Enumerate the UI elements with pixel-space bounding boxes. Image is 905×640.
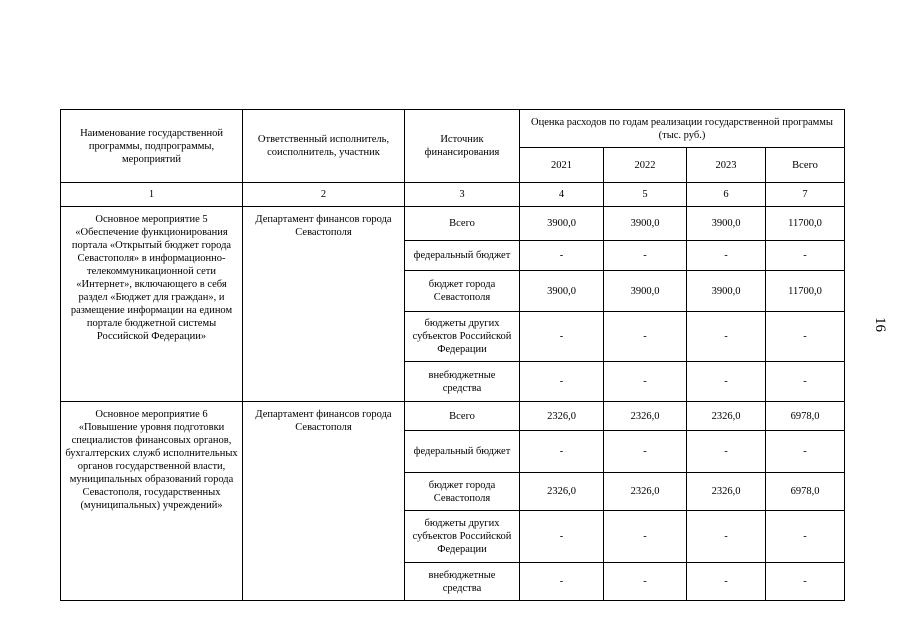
header-row	[61, 110, 845, 148]
responsible: Департамент финансов города Севастополя	[243, 402, 405, 601]
value-total: -	[766, 362, 845, 402]
column-number: 4	[520, 183, 604, 207]
value-2021: 2326,0	[520, 473, 604, 511]
value-2023: -	[687, 563, 766, 601]
value-2023: 3900,0	[687, 271, 766, 312]
column-number: 1	[61, 183, 243, 207]
header-year: 2023	[687, 148, 766, 183]
value-2022: -	[604, 312, 687, 362]
value-2023: -	[687, 511, 766, 563]
value-2022: 3900,0	[604, 271, 687, 312]
value-2023: -	[687, 362, 766, 402]
value-2022: 2326,0	[604, 402, 687, 431]
value-2022: 3900,0	[604, 207, 687, 241]
value-total: -	[766, 431, 845, 473]
value-2023: -	[687, 241, 766, 271]
funding-source: Всего	[405, 207, 520, 241]
value-2023: 3900,0	[687, 207, 766, 241]
value-2021: -	[520, 312, 604, 362]
funding-source: бюджет города Севастополя	[405, 473, 520, 511]
column-number: 6	[687, 183, 766, 207]
value-2022: -	[604, 241, 687, 271]
value-2021: -	[520, 362, 604, 402]
value-2021: 3900,0	[520, 207, 604, 241]
value-2021: -	[520, 563, 604, 601]
header-year: 2022	[604, 148, 687, 183]
column-number: 2	[243, 183, 405, 207]
header-estimate: Оценка расходов по годам реализации государственной программы (тыс. руб.)	[520, 110, 845, 148]
program-name: Основное мероприятие 5 «Обеспечение функционирования портала «Открытый бюджет города Севастополя» в информационно-телекоммуникационной сети «Интернет», включающего в себя раздел «Бюджет для граждан», и размещение информации на едином портале бюджетной системы Российской Федерации»	[61, 207, 243, 402]
value-total: -	[766, 563, 845, 601]
value-2022: -	[604, 431, 687, 473]
value-2021: -	[520, 511, 604, 563]
value-2023: -	[687, 431, 766, 473]
funding-source: внебюджетные средства	[405, 563, 520, 601]
value-total: 6978,0	[766, 473, 845, 511]
value-2023: 2326,0	[687, 473, 766, 511]
value-2021: -	[520, 431, 604, 473]
column-number: 7	[766, 183, 845, 207]
column-number: 5	[604, 183, 687, 207]
value-2021: 2326,0	[520, 402, 604, 431]
value-total: -	[766, 241, 845, 271]
page-number: 16	[872, 317, 888, 332]
value-total: 11700,0	[766, 207, 845, 241]
funding-source: бюджет города Севастополя	[405, 271, 520, 312]
funding-source: внебюджетные средства	[405, 362, 520, 402]
value-2023: -	[687, 312, 766, 362]
header-year: 2021	[520, 148, 604, 183]
funding-source: федеральный бюджет	[405, 241, 520, 271]
value-total: 11700,0	[766, 271, 845, 312]
value-2021: 3900,0	[520, 271, 604, 312]
header-name: Наименование государственной программы, подпрограммы, мероприятий	[61, 110, 243, 183]
value-2022: -	[604, 362, 687, 402]
value-total: -	[766, 511, 845, 563]
value-total: -	[766, 312, 845, 362]
table-row	[61, 402, 845, 431]
header-source: Источник финансирования	[405, 110, 520, 183]
value-2023: 2326,0	[687, 402, 766, 431]
value-2022: 2326,0	[604, 473, 687, 511]
funding-source: федеральный бюджет	[405, 431, 520, 473]
funding-source: Всего	[405, 402, 520, 431]
column-numbers-row	[61, 183, 845, 207]
funding-source: бюджеты других субъектов Российской Федерации	[405, 511, 520, 563]
header-responsible: Ответственный исполнитель, соисполнитель, участник	[243, 110, 405, 183]
value-2022: -	[604, 563, 687, 601]
column-number: 3	[405, 183, 520, 207]
responsible: Департамент финансов города Севастополя	[243, 207, 405, 402]
value-2022: -	[604, 511, 687, 563]
value-total: 6978,0	[766, 402, 845, 431]
header-year: Всего	[766, 148, 845, 183]
program-name: Основное мероприятие 6 «Повышение уровня подготовки специалистов финансовых органов, бухгалтерских служб исполнительных органов государственной власти, муниципальных образований города Севастополя, государственных (муниципальных) учреждений»	[61, 402, 243, 601]
value-2021: -	[520, 241, 604, 271]
table-row	[61, 207, 845, 241]
funding-source: бюджеты других субъектов Российской Федерации	[405, 312, 520, 362]
budget-table	[60, 109, 845, 601]
